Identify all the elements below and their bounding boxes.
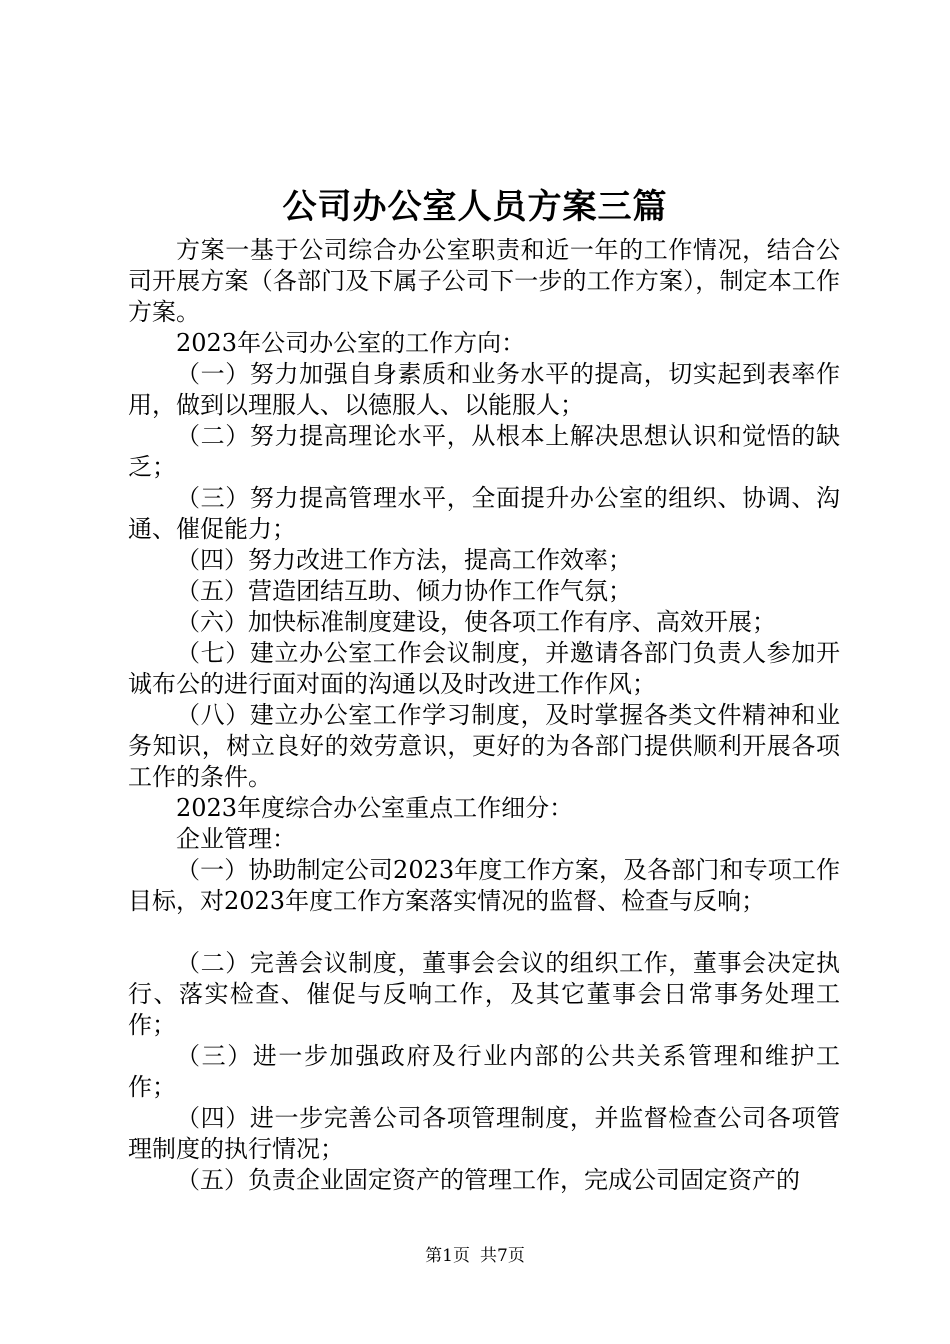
page-number-total: 共7页 xyxy=(480,1246,525,1266)
page-number-current: 第1页 xyxy=(425,1246,470,1266)
paragraph: （四）进一步完善公司各项管理制度，并监督检查公司各项管理制度的执行情况； xyxy=(128,1104,840,1163)
paragraph: 2023年度综合办公室重点工作细分： xyxy=(176,794,574,822)
document-title: 公司办公室人员方案三篇 xyxy=(282,187,668,227)
paragraph: （三）努力提高管理水平，全面提升办公室的组织、协调、沟通、催促能力； xyxy=(128,484,840,543)
page-footer xyxy=(0,1244,950,1268)
paragraph: 方案一基于公司综合办公室职责和近一年的工作情况，结合公司开展方案（各部门及下属子公司下一步的工作方案），制定本工作方案。 xyxy=(128,236,840,326)
paragraph: （五）营造团结互助、倾力协作工作气氛； xyxy=(176,577,632,605)
paragraph: （三）进一步加强政府及行业内部的公共关系管理和维护工作； xyxy=(128,1042,840,1101)
paragraph: （二）完善会议制度，董事会会议的组织工作，董事会决定执行、落实检查、催促与反响工作，及其它董事会日常事务处理工作； xyxy=(128,949,840,1039)
paragraph: （一）努力加强自身素质和业务水平的提高，切实起到表率作用，做到以理服人、以德服人、以能服人； xyxy=(128,360,840,419)
paragraph: （八）建立办公室工作学习制度，及时掌握各类文件精神和业务知识，树立良好的效劳意识，更好的为各部门提供顺利开展各项工作的条件。 xyxy=(128,701,840,791)
paragraph: （二）努力提高理论水平，从根本上解决思想认识和觉悟的缺乏； xyxy=(128,422,840,481)
paragraph: （七）建立办公室工作会议制度，并邀请各部门负责人参加开诚布公的进行面对面的沟通以及时改进工作作风； xyxy=(128,639,840,698)
paragraph: 2023年公司办公室的工作方向： xyxy=(176,329,526,357)
paragraph: 企业管理： xyxy=(176,825,296,853)
paragraph: （六）加快标准制度建设，使各项工作有序、高效开展； xyxy=(176,608,776,636)
document-body xyxy=(128,235,840,1196)
paragraph: （四）努力改进工作方法，提高工作效率； xyxy=(176,546,632,574)
paragraph: （五）负责企业固定资产的管理工作，完成公司固定资产的 xyxy=(176,1166,800,1194)
paragraph: （一）协助制定公司2023年度工作方案，及各部门和专项工作目标，对2023年度工作方案落实情况的监督、检查与反响； xyxy=(128,856,840,915)
